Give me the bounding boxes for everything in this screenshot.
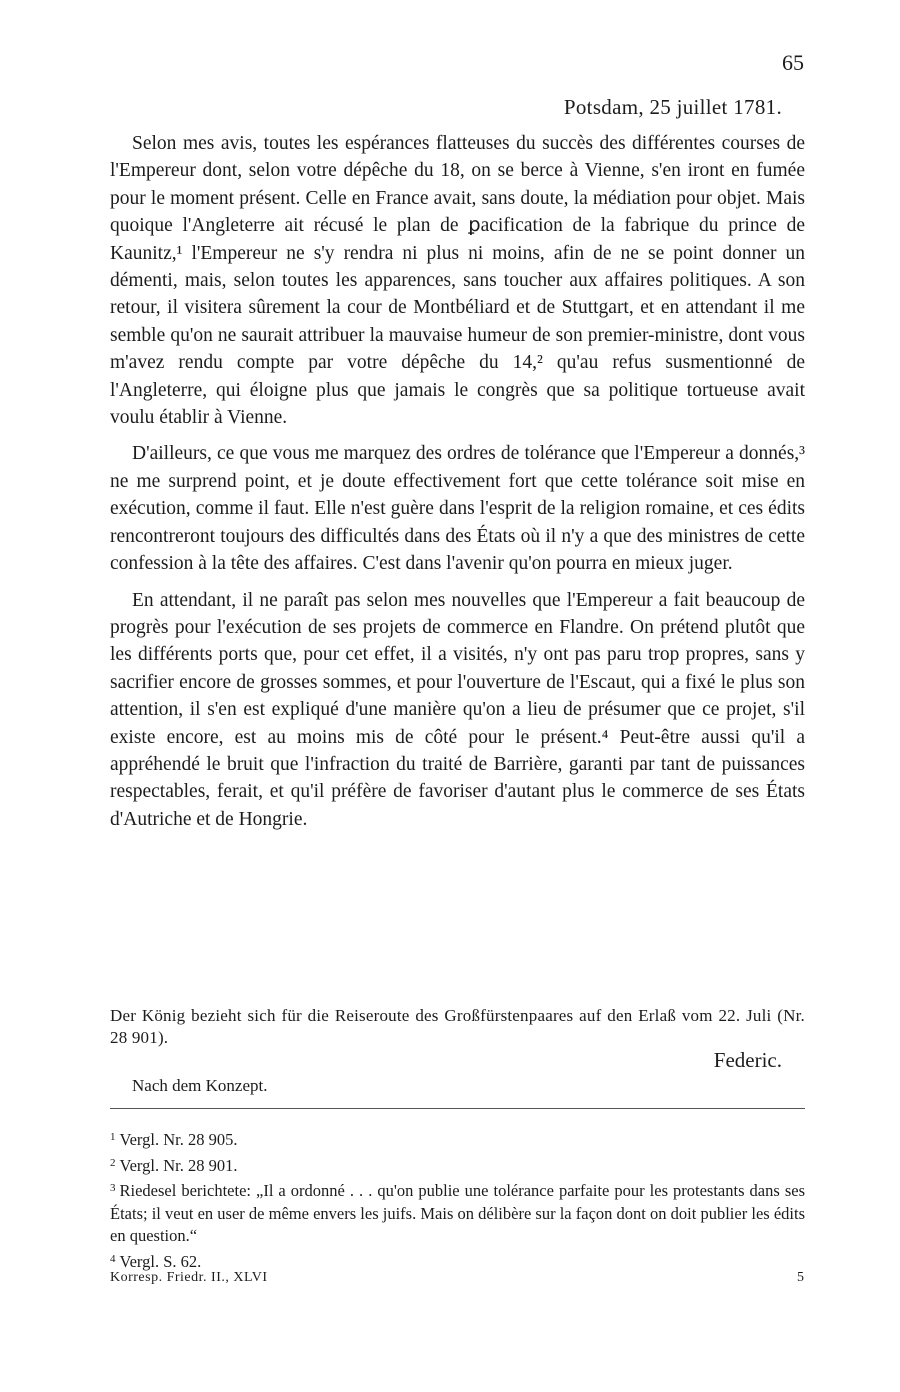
footnote-mark: 2: [110, 1156, 116, 1169]
paragraph: D'ailleurs, ce que vous me marquez des ordres de tolérance que l'Empereur a donnés,³ ne me surprend point, et je doute effectivement fort que cette tolérance soit mise en exécution, comme il faut. Elle n'est guère dans l'esprit de la religion romaine, et ces édits rencontreront toujours des difficultés dans des États où il n'y a que des ministres de cette confession à la tête des affaires. C'est dans l'avenir qu'on pourra en mieux juger.: [110, 443, 805, 575]
footnote-mark: 1: [110, 1131, 116, 1143]
volume-signature: Korresp. Friedr. II., XLVI: [110, 1270, 268, 1285]
footnotes: [110, 1126, 805, 1273]
footnote-text: Vergl. S. 62.: [119, 1251, 202, 1271]
page-number: 65: [782, 50, 804, 75]
letter-body: [110, 130, 805, 842]
footnote-mark: 3: [110, 1182, 116, 1194]
signature: Federic.: [713, 1048, 782, 1072]
sheet-number: 5: [797, 1270, 804, 1285]
footnote-text: Riedesel berichtete: „Il a ordonné . . . qu'on publie une tolérance parfaite pour les protestants dans ses États; il veut en user de même envers les juifs. Mais on délibère sur la façon dont on doit publier les édits en question.“: [110, 1181, 805, 1245]
footnote-text: Vergl. Nr. 28 901.: [119, 1155, 238, 1175]
footnote-mark: 4: [110, 1252, 116, 1265]
paragraph: En attendant, il ne paraît pas selon mes nouvelles que l'Empereur a fait beaucoup de progrès pour l'exécution de ses projets de commerce en Flandre. On prétend plutôt que les différents ports que, pour cet effet, il a visités, n'y ont pas paru trop propres, sans y sacrifier encore de grosses sommes, et pour l'ouverture de l'Escaut, qui a fixé le plus son attention, il s'en est expliqué d'une manière qu'on a lieu de présumer que ce projet, s'il existe encore, est au moins mis de côté pour le présent.⁴ Peut-être aussi qu'il a appréhendé le bruit que l'infraction du traité de Barrière, garanti par tant de puissances respectables, ferait, et qu'il préfère de favoriser d'autant plus le commerce de ses États d'Autriche et de Hongrie.: [110, 589, 805, 830]
footnote-text: Vergl. Nr. 28 905.: [119, 1130, 238, 1149]
paragraph: Selon mes avis, toutes les espérances flatteuses du succès des différentes courses de l'Empereur dont, selon votre dépêche du 18, on se berce à Vienne, s'en iront en fumée pour le moment présent. Celle en France avait, sans doute, la médiation pour objet. Mais quoique l'Angleterre ait récusé le plan de ꝑacification de la fabrique du prince de Kaunitz,¹ l'Empereur ne s'y rendra ni plus ni moins, afin de ne se point donner un démenti, mais, selon toutes les apparences, sans toucher aux affaires politiques. A son retour, il visitera sûrement la cour de Montbéliard et de Stuttgart, et en attendant il me semble qu'on ne saurait attribuer la mauvaise humeur de son premier-ministre, dont vous m'avez rendu compte par votre dépêche du 14,² qu'au refus susmentionné de l'Angleterre, qui éloigne plus que jamais le congrès que sa politique tortueuse avait voulu établir à Vienne.: [110, 133, 805, 429]
footnote: [110, 1177, 805, 1248]
editorial-note: Der König bezieht sich für die Reiseroute des Großfürstenpaares auf den Erlaß vom 22. Juli (Nr. 28 901).: [110, 1006, 805, 1047]
source-note: Nach dem Konzept.: [132, 1076, 268, 1095]
footnote: [110, 1152, 805, 1178]
footnote: [110, 1126, 805, 1152]
footnote-divider: [110, 1108, 805, 1109]
dateline: Potsdam, 25 juillet 1781.: [563, 95, 782, 119]
